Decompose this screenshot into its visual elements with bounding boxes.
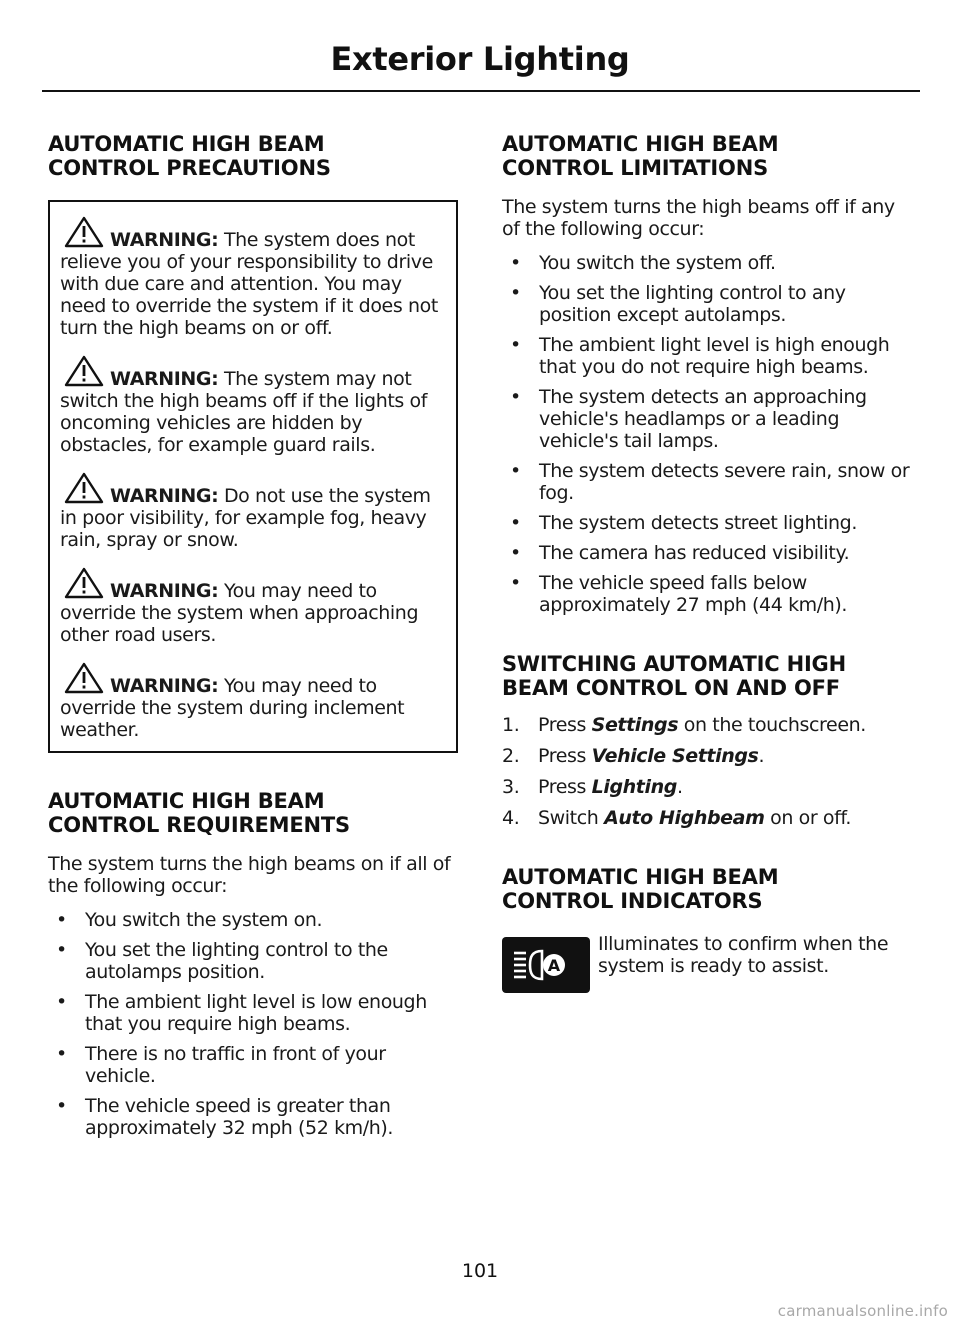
warning-triangle-icon bbox=[64, 662, 104, 694]
list-item bbox=[502, 334, 912, 378]
bullet-mark: • bbox=[510, 386, 521, 408]
warning-text: The system may not switch the high beams off if the lights of oncoming vehicles are hidden by obstacles, for example guard rails. bbox=[60, 368, 428, 456]
page-number: 101 bbox=[461, 1260, 499, 1282]
list-item bbox=[502, 252, 912, 274]
warning-triangle-icon bbox=[64, 472, 104, 504]
list-item bbox=[48, 939, 458, 983]
indicator-description: Illuminates to confirm when the system is ready to assist. bbox=[598, 933, 889, 977]
requirements-list bbox=[48, 909, 458, 1139]
warning-triangle-icon bbox=[64, 216, 104, 248]
list-item bbox=[48, 909, 458, 931]
step-text: on or off. bbox=[764, 807, 851, 829]
bullet-mark: • bbox=[56, 1043, 67, 1065]
step-text: Switch bbox=[538, 807, 605, 829]
list-item-text: You switch the system on. bbox=[85, 909, 323, 931]
list-item bbox=[48, 1095, 458, 1139]
warning-label: WARNING: bbox=[110, 485, 219, 507]
warning-item bbox=[60, 216, 448, 339]
bullet-mark: • bbox=[56, 991, 67, 1013]
list-item-text: The system detects severe rain, snow or fog. bbox=[539, 460, 910, 504]
indicator-letter: A bbox=[547, 956, 561, 975]
list-item-text: The ambient light level is low enough that you require high beams. bbox=[85, 991, 427, 1035]
warnings-box bbox=[48, 200, 458, 753]
limitations-list bbox=[502, 252, 912, 616]
list-item bbox=[502, 460, 912, 504]
step-item bbox=[502, 776, 912, 798]
list-item-text: There is no traffic in front of your vehicle. bbox=[85, 1043, 386, 1087]
step-text: on the touchscreen. bbox=[678, 714, 866, 736]
list-item bbox=[48, 1043, 458, 1087]
warning-label: WARNING: bbox=[110, 368, 219, 390]
step-menu-label: Lighting bbox=[591, 776, 677, 798]
bullet-mark: • bbox=[56, 909, 67, 931]
limitations-heading-line1: AUTOMATIC HIGH BEAM bbox=[502, 132, 779, 156]
watermark: carmanualsonline.info bbox=[777, 1302, 948, 1320]
indicator-row bbox=[502, 933, 912, 1013]
indicators-heading-line2: CONTROL INDICATORS bbox=[502, 889, 763, 913]
list-item-text: The system detects street lighting. bbox=[539, 512, 857, 534]
indicators-heading-line1: AUTOMATIC HIGH BEAM bbox=[502, 865, 779, 889]
step-text: Press bbox=[538, 745, 592, 767]
step-item bbox=[502, 714, 912, 736]
bullet-mark: • bbox=[510, 460, 521, 482]
step-menu-label: Settings bbox=[591, 714, 679, 736]
list-item-text: You set the lighting control to any position except autolamps. bbox=[539, 282, 846, 326]
bullet-mark: • bbox=[510, 542, 521, 564]
warning-triangle-icon bbox=[64, 567, 104, 599]
auto-high-beam-glyph-icon bbox=[502, 937, 590, 993]
list-item bbox=[502, 542, 912, 564]
indicators-heading bbox=[502, 865, 912, 913]
list-item bbox=[502, 572, 912, 616]
warning-text: You may need to override the system when approaching other road users. bbox=[60, 580, 419, 646]
list-item-text: You switch the system off. bbox=[539, 252, 776, 274]
step-number: 1. bbox=[502, 714, 520, 736]
precautions-heading-line1: AUTOMATIC HIGH BEAM bbox=[48, 132, 325, 156]
requirements-heading bbox=[48, 789, 458, 837]
warning-label: WARNING: bbox=[110, 675, 219, 697]
step-item bbox=[502, 807, 912, 829]
auto-high-beam-indicator-icon bbox=[502, 937, 590, 993]
step-text: . bbox=[676, 776, 683, 798]
limitations-heading bbox=[502, 132, 912, 180]
warning-text: You may need to override the system during inclement weather. bbox=[60, 675, 405, 741]
warning-item bbox=[60, 472, 448, 551]
requirements-heading-line1: AUTOMATIC HIGH BEAM bbox=[48, 789, 325, 813]
list-item-text: The vehicle speed is greater than approximately 32 mph (52 km/h). bbox=[85, 1095, 394, 1139]
limitations-intro: The system turns the high beams off if any of the following occur: bbox=[502, 196, 895, 240]
list-item bbox=[502, 282, 912, 326]
warning-item bbox=[60, 662, 448, 741]
right-column bbox=[502, 132, 912, 1013]
requirements-intro: The system turns the high beams on if all of the following occur: bbox=[48, 853, 451, 897]
precautions-heading-line2: CONTROL PRECAUTIONS bbox=[48, 156, 331, 180]
header-divider bbox=[42, 90, 920, 92]
list-item bbox=[502, 386, 912, 452]
step-menu-label: Vehicle Settings bbox=[591, 745, 759, 767]
step-text: Press bbox=[538, 714, 592, 736]
switching-heading bbox=[502, 652, 912, 700]
warning-text: The system does not relieve you of your responsibility to drive with due care and attention. You may need to override the system if it does not turn the high beams on or off. bbox=[60, 229, 438, 339]
bullet-mark: • bbox=[510, 512, 521, 534]
step-number: 4. bbox=[502, 807, 520, 829]
warning-label: WARNING: bbox=[110, 580, 219, 602]
step-menu-label: Auto Highbeam bbox=[604, 807, 765, 829]
precautions-heading bbox=[48, 132, 458, 180]
warning-label: WARNING: bbox=[110, 229, 219, 251]
warning-triangle-icon bbox=[64, 355, 104, 387]
switching-heading-line2: BEAM CONTROL ON AND OFF bbox=[502, 676, 840, 700]
bullet-mark: • bbox=[510, 282, 521, 304]
left-column bbox=[48, 132, 458, 1147]
warning-item bbox=[60, 355, 448, 456]
requirements-heading-line2: CONTROL REQUIREMENTS bbox=[48, 813, 350, 837]
step-text: . bbox=[758, 745, 765, 767]
list-item bbox=[502, 512, 912, 534]
step-item bbox=[502, 745, 912, 767]
list-item-text: The vehicle speed falls below approximately 27 mph (44 km/h). bbox=[539, 572, 848, 616]
step-number: 3. bbox=[502, 776, 520, 798]
bullet-mark: • bbox=[510, 334, 521, 356]
switching-heading-line1: SWITCHING AUTOMATIC HIGH bbox=[502, 652, 846, 676]
bullet-mark: • bbox=[510, 252, 521, 274]
step-number: 2. bbox=[502, 745, 520, 767]
list-item-text: You set the lighting control to the autolamps position. bbox=[85, 939, 388, 983]
page-title: Exterior Lighting bbox=[330, 40, 630, 78]
warning-text: Do not use the system in poor visibility, for example fog, heavy rain, spray or snow. bbox=[60, 485, 431, 551]
step-text: Press bbox=[538, 776, 592, 798]
list-item-text: The ambient light level is high enough that you do not require high beams. bbox=[539, 334, 890, 378]
bullet-mark: • bbox=[56, 1095, 67, 1117]
bullet-mark: • bbox=[510, 572, 521, 594]
warning-item bbox=[60, 567, 448, 646]
list-item-text: The camera has reduced visibility. bbox=[539, 542, 850, 564]
bullet-mark: • bbox=[56, 939, 67, 961]
list-item-text: The system detects an approaching vehicle's headlamps or a leading vehicle's tail lamps. bbox=[539, 386, 867, 452]
limitations-heading-line2: CONTROL LIMITATIONS bbox=[502, 156, 768, 180]
list-item bbox=[48, 991, 458, 1035]
switching-steps bbox=[502, 714, 912, 829]
